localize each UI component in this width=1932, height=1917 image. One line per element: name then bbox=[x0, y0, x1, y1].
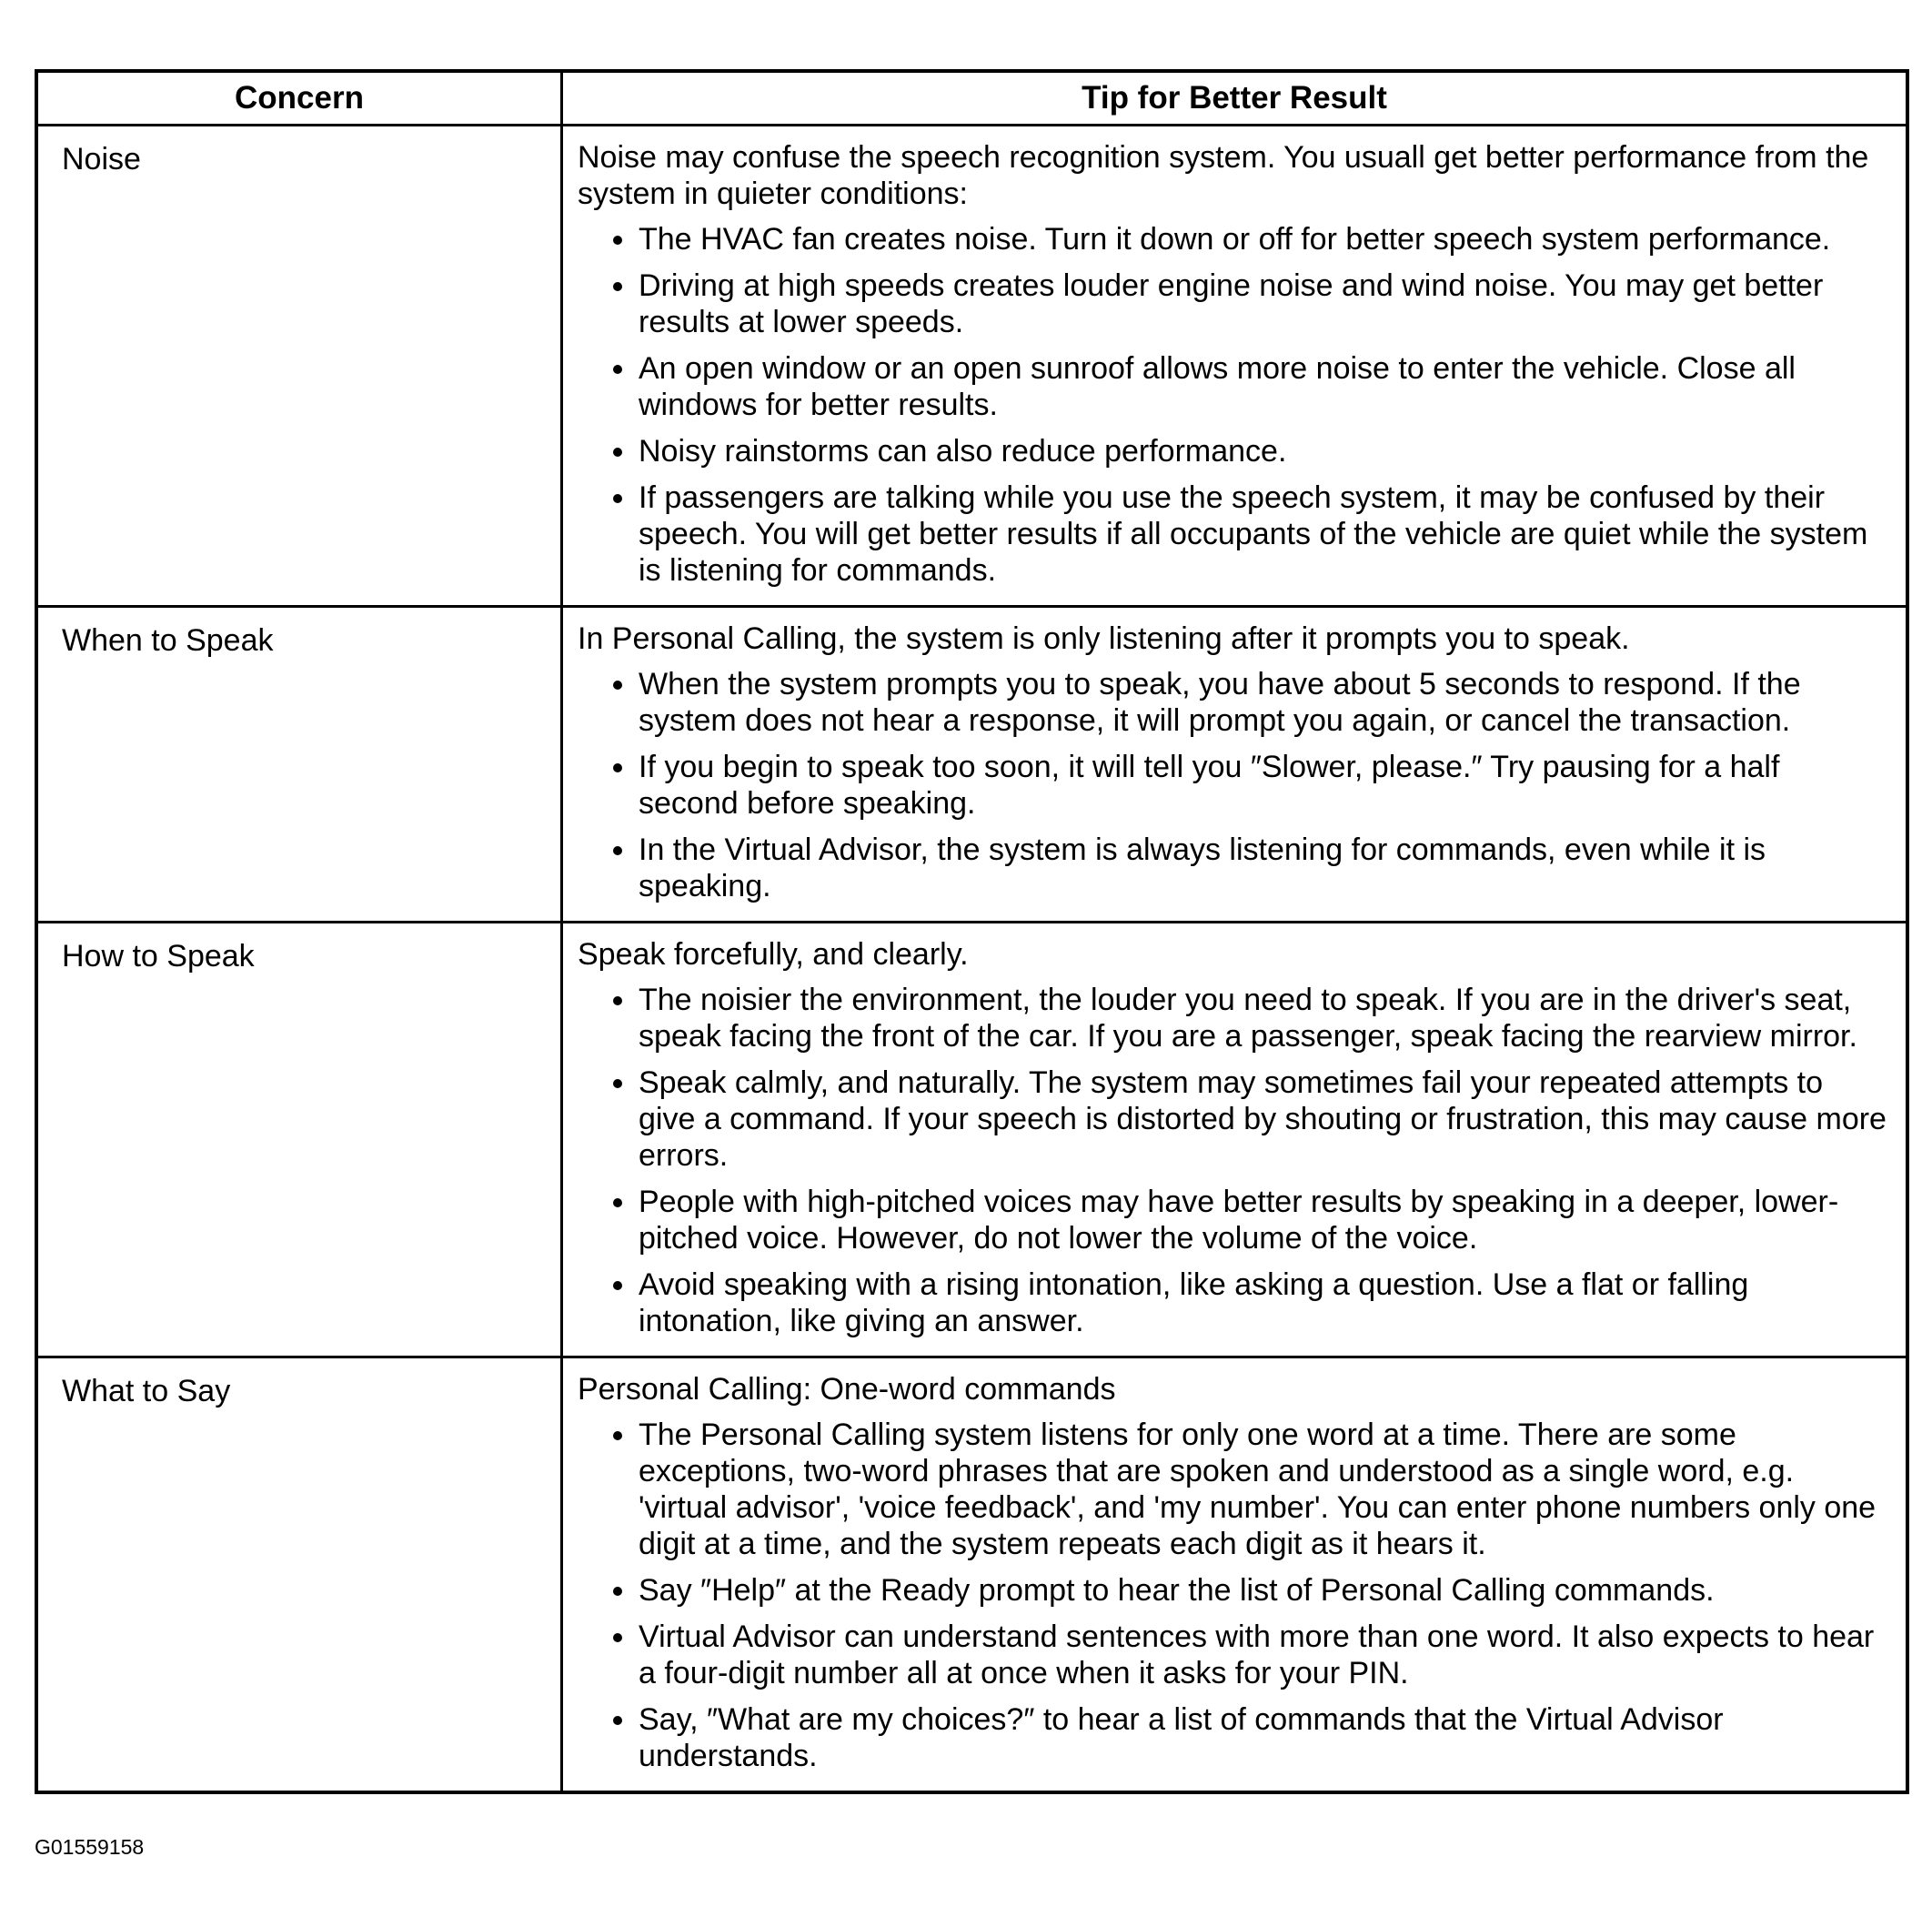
tip-bullet-text: Driving at high speeds creates louder engine noise and wind noise. You may get better results at lower speeds. bbox=[639, 268, 1824, 339]
tips-table bbox=[35, 69, 1909, 1794]
table-row bbox=[36, 126, 1907, 607]
bullet-icon bbox=[613, 763, 622, 772]
bullet-icon bbox=[613, 1633, 622, 1642]
tip-bullet-text: The Personal Calling system listens for only one word at a time. There are some exceptions, two-word phrases that are spoken and understood as a single word, e.g. 'virtual advisor', 'voice feedback', and 'my number'. You can enter phone numbers only one digit at a time, and the system repeats each digit as it hears it. bbox=[639, 1418, 1877, 1561]
tip-bullet-text: An open window or an open sunroof allows more noise to enter the vehicle. Close all windows for better results. bbox=[639, 351, 1796, 422]
tip-bullet bbox=[578, 479, 1887, 589]
tip-bullet-list bbox=[578, 221, 1887, 589]
tip-bullet bbox=[578, 1619, 1887, 1691]
bullet-icon bbox=[613, 448, 622, 457]
header-concern: Concern bbox=[36, 71, 562, 126]
bullet-icon bbox=[613, 1587, 622, 1596]
tip-bullet-text: Avoid speaking with a rising intonation, like asking a question. Use a flat or falling intonation, like giving an answer. bbox=[639, 1267, 1749, 1338]
tip-bullet-text: The noisier the environment, the louder you need to speak. If you are in the driver's seat, speak facing the front of the car. If you are a passenger, speak facing the rearview mirror. bbox=[639, 983, 1857, 1054]
tip-cell bbox=[562, 126, 1908, 607]
tip-cell bbox=[562, 607, 1908, 923]
tip-cell bbox=[562, 923, 1908, 1357]
concern-cell: How to Speak bbox=[36, 923, 562, 1357]
table-row bbox=[36, 1357, 1907, 1793]
tip-bullet-text: Noisy rainstorms can also reduce performance. bbox=[639, 434, 1287, 469]
tip-intro: In Personal Calling, the system is only listening after it prompts you to speak. bbox=[578, 621, 1630, 656]
tip-bullet bbox=[578, 666, 1887, 739]
bullet-icon bbox=[613, 365, 622, 374]
table-row bbox=[36, 923, 1907, 1357]
table-body bbox=[36, 126, 1907, 1793]
tip-bullet bbox=[578, 221, 1887, 257]
tip-bullet-text: Say, ″What are my choices?″ to hear a list of commands that the Virtual Advisor understands. bbox=[639, 1702, 1724, 1773]
tip-bullet-text: If you begin to speak too soon, it will tell you ″Slower, please.″ Try pausing for a half second before speaking. bbox=[639, 750, 1780, 821]
tip-bullet-text: The HVAC fan creates noise. Turn it down or off for better speech system performance. bbox=[639, 222, 1831, 257]
concern-cell: When to Speak bbox=[36, 607, 562, 923]
bullet-icon bbox=[613, 282, 622, 291]
tip-bullet-list bbox=[578, 1417, 1887, 1774]
tip-intro: Speak forcefully, and clearly. bbox=[578, 937, 969, 972]
tip-bullet-text: Virtual Advisor can understand sentences with more than one word. It also expects to hear a four-digit number all at once when it asks for your PIN. bbox=[639, 1619, 1875, 1690]
tip-bullet bbox=[578, 433, 1887, 469]
tip-bullet bbox=[578, 350, 1887, 423]
header-tip: Tip for Better Result bbox=[562, 71, 1908, 126]
tip-cell bbox=[562, 1357, 1908, 1793]
tip-bullet bbox=[578, 1572, 1887, 1609]
bullet-icon bbox=[613, 494, 622, 503]
bullet-icon bbox=[613, 1431, 622, 1440]
tip-bullet bbox=[578, 982, 1887, 1054]
bullet-icon bbox=[613, 1198, 622, 1207]
tip-bullet bbox=[578, 267, 1887, 340]
tip-bullet-text: If passengers are talking while you use the speech system, it may be confused by their speech. You will get better results if all occupants of the vehicle are quiet while the system is listening for commands. bbox=[639, 480, 1868, 588]
tip-bullet bbox=[578, 832, 1887, 904]
tip-bullet-list bbox=[578, 982, 1887, 1339]
bullet-icon bbox=[613, 846, 622, 855]
bullet-icon bbox=[613, 236, 622, 245]
tip-intro: Noise may confuse the speech recognition system. You usuall get better performance from the system in quieter conditions: bbox=[578, 140, 1869, 211]
tip-bullet bbox=[578, 1266, 1887, 1339]
tip-bullet bbox=[578, 1417, 1887, 1562]
tip-intro: Personal Calling: One-word commands bbox=[578, 1372, 1116, 1407]
tip-bullet bbox=[578, 1701, 1887, 1774]
bullet-icon bbox=[613, 1079, 622, 1088]
bullet-icon bbox=[613, 996, 622, 1005]
tip-bullet bbox=[578, 1184, 1887, 1256]
table-row bbox=[36, 607, 1907, 923]
bullet-icon bbox=[613, 1281, 622, 1290]
tip-bullet bbox=[578, 749, 1887, 822]
tip-bullet-text: When the system prompts you to speak, you have about 5 seconds to respond. If the system does not hear a response, it will prompt you again, or cancel the transaction. bbox=[639, 667, 1801, 738]
tip-bullet bbox=[578, 1064, 1887, 1174]
bullet-icon bbox=[613, 681, 622, 690]
header-row bbox=[36, 71, 1907, 126]
tip-bullet-text: Say ″Help″ at the Ready prompt to hear the list of Personal Calling commands. bbox=[639, 1573, 1715, 1608]
concern-cell: Noise bbox=[36, 126, 562, 607]
tip-bullet-list bbox=[578, 666, 1887, 904]
bullet-icon bbox=[613, 1716, 622, 1725]
tip-bullet-text: Speak calmly, and naturally. The system may sometimes fail your repeated attempts to give a command. If your speech is distorted by shouting or frustration, this may cause more errors. bbox=[639, 1065, 1887, 1173]
concern-cell: What to Say bbox=[36, 1357, 562, 1793]
figure-id: G01559158 bbox=[35, 1835, 145, 1859]
tip-bullet-text: In the Virtual Advisor, the system is always listening for commands, even while it is speaking. bbox=[639, 832, 1766, 903]
tip-bullet-text: People with high-pitched voices may have better results by speaking in a deeper, lower-pitched voice. However, do not lower the volume of the voice. bbox=[639, 1185, 1839, 1256]
